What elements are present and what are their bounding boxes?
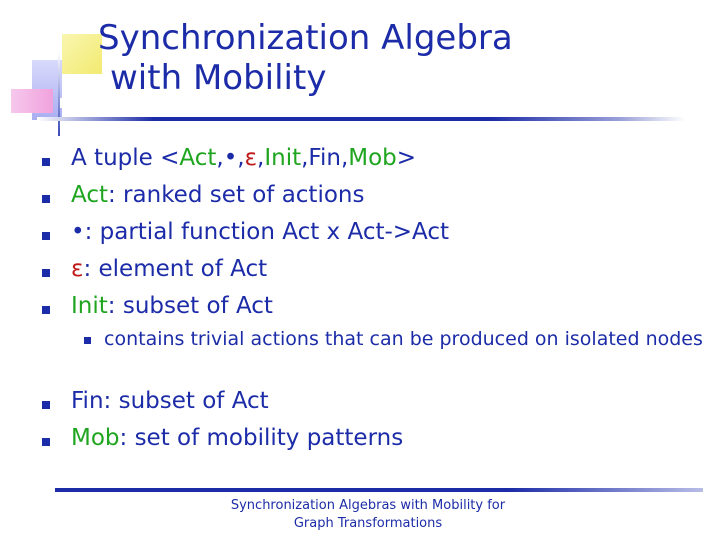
- square-bullet-icon: [42, 401, 50, 409]
- bullet-tuple: A tuple <Act,•,ε,Init,Fin,Mob>: [71, 145, 417, 171]
- logo-square-pink: [11, 89, 53, 113]
- square-bullet-icon: [42, 232, 50, 240]
- bullet-epsilon: ε: element of Act: [71, 256, 268, 282]
- bullet-init: Init: subset of Act: [71, 293, 273, 319]
- slide-title: [98, 18, 513, 98]
- bullet-dot-function: •: partial function Act x Act->Act: [71, 219, 450, 245]
- title-divider: [37, 117, 685, 121]
- square-bullet-icon: [42, 438, 50, 446]
- logo-vertical-line: [58, 52, 60, 136]
- sub-bullet-init-note: contains trivial actions that can be produced on isolated nodes: [104, 328, 703, 350]
- logo-square-yellow: [62, 34, 102, 74]
- square-bullet-icon: [42, 195, 50, 203]
- bullet-act: Act: ranked set of actions: [71, 182, 365, 208]
- square-bullet-icon: [84, 337, 91, 344]
- square-bullet-icon: [42, 158, 50, 166]
- title-line-2: with Mobility: [110, 58, 327, 98]
- footer-text: Synchronization Algebras with Mobility for Graph Transformations: [230, 498, 506, 531]
- square-bullet-icon: [42, 269, 50, 277]
- bullet-fin: Fin: subset of Act: [71, 388, 269, 414]
- footer-divider: [55, 488, 703, 492]
- bullet-mob: Mob: set of mobility patterns: [71, 425, 404, 451]
- logo-small-square: [60, 98, 70, 108]
- title-line-1: Synchronization Algebra: [98, 18, 513, 58]
- square-bullet-icon: [42, 306, 50, 314]
